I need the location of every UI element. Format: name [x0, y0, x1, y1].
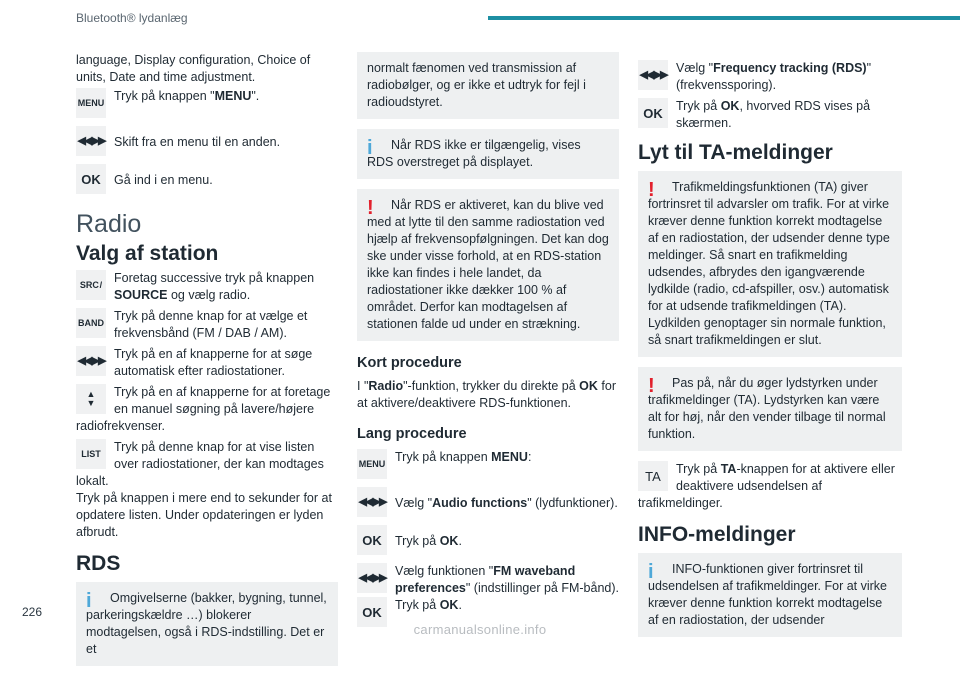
heading-info: INFO-meldinger — [638, 523, 796, 546]
heading-valg: Valg af station — [76, 242, 219, 265]
kort-text: I "Radio"-funktion, trykker du direkte på OK for at aktivere/deaktivere RDS-funktionen. — [357, 379, 616, 410]
watermark-footer: carmanualsonline.info — [413, 622, 547, 637]
heading-radio: Radio — [76, 210, 142, 238]
freq-row: ◀◀ ▶▶ Vælg "Frequency tracking (RDS)" (frekvenssporing). — [639, 61, 872, 92]
heading-rds: RDS — [76, 552, 121, 575]
column-2 — [357, 52, 619, 635]
source-row: SRC / Foretag successive tryk på knappen SOURCE og vælg radio. — [76, 270, 338, 304]
warning-icon: ! — [648, 375, 655, 397]
up-down-arrows-icon: ▲ ▼ — [76, 384, 106, 414]
band-row: BAND Tryk på denne knap for at vælge et frekvensbånd (FM / DAB / AM). — [78, 309, 308, 340]
column-3 — [638, 60, 902, 647]
info-box-2: i Når RDS ikke er tilgængelig, vises RDS overstreget på displayet. — [357, 129, 619, 179]
band-key-icon: BAND — [76, 308, 106, 338]
list-row: LIST Tryk på denne knap for at vise listen over radiostationer, der kan modtages lokalt. — [76, 440, 324, 488]
list-key-icon: LIST — [76, 439, 106, 469]
ok-key-icon: OK — [357, 597, 387, 627]
column-1 — [76, 52, 338, 676]
lang-arrows-row-2: ◀◀ ▶▶ Vælg funktionen "FM waveband preferences" (indstillinger på FM-bånd). — [358, 564, 619, 595]
left-right-arrows-icon: ◀◀ ▶▶ — [357, 563, 387, 593]
left-right-arrows-icon: ◀◀ ▶▶ — [638, 60, 668, 90]
warning-box-2: ! Trafikmeldingsfunktionen (TA) giver fortrinsret til advarsler om trafik. For at virke kræver denne funktion korrekt modtagelse af en radiostation, der udsender denne type meldinger. Så snart en trafikmelding udsendes, afbrydes den igangværende lydkilde (radio, cd-afspiller, osv.) automatisk for at udsende trafikmeldingen (TA). Lydkilden genoptager sin normale funktion, så snart trafikmeldingen er slut. — [638, 171, 902, 357]
warning-icon: ! — [648, 179, 655, 201]
ok-key-icon: OK — [638, 98, 668, 128]
intro-text: language, Display configuration, Choice of units, Date and time adjustment. — [76, 53, 311, 84]
warning-box-1: ! Når RDS er aktiveret, kan du blive ved med at lytte til den samme radiostation ved hjælp af frekvensopfølgningen. Det kan dog ske under visse forhold, at en RDS-station ikke kan findes i hele landet, da radiostationer ikke dækker 100 % af området. Derfor kan modtagelsen af stationen falde ud under en strækning. — [357, 189, 619, 341]
warning-icon: ! — [367, 197, 374, 219]
ok-row: OK Gå ind i en menu. — [76, 164, 338, 198]
heading-lang: Lang procedure — [357, 426, 467, 442]
source-key-icon: SRC / — [76, 270, 106, 300]
info-box-continued: normalt fænomen ved transmission af radiobølger, og er ikke et udtryk for fejl i radioudstyret. — [357, 52, 619, 119]
info-icon: i — [648, 561, 654, 583]
menu-row: MENU Tryk på knappen "MENU". — [76, 88, 338, 122]
heading-kort: Kort procedure — [357, 355, 462, 371]
header-title: Bluetooth® lydanlæg — [76, 11, 188, 25]
seek-row: ◀◀ ▶▶ Tryk på en af knapperne for at søge automatisk efter radiostationer. — [77, 347, 313, 378]
ta-row: TA Tryk på TA-knappen for at aktivere eller deaktivere udsendelsen af trafikmeldinger. — [638, 462, 895, 510]
arrows-row: ◀◀ ▶▶ Skift fra en menu til en anden. — [76, 126, 338, 160]
header-bar — [488, 16, 960, 20]
lang-ok-row-2: OK Tryk på OK. — [357, 597, 619, 631]
warning-box-3: ! Pas på, når du øger lydstyrken under trafikmeldinger (TA). Lydstyrken kan være alt for høj, når den vender tilbage til normal funktion. — [638, 367, 902, 451]
ta-key-icon: TA — [638, 461, 668, 491]
heading-ta: Lyt til TA-meldinger — [638, 141, 833, 164]
info-box-1: i Omgivelserne (bakker, bygning, tunnel, parkeringskældre …) blokerer modtagelsen, også i RDS-indstilling. Det er et — [76, 582, 338, 666]
lang-ok-row: OK Tryk på OK. — [357, 525, 619, 559]
freq-ok-row: OK Tryk på OK, hvorved RDS vises på skærmen. — [638, 98, 902, 132]
page-number: 226 — [22, 605, 43, 619]
lang-menu-row: MENU Tryk på knappen MENU: — [357, 449, 619, 483]
seek-arrows-icon: ◀◀ ▶▶ — [76, 346, 106, 376]
info-icon: i — [86, 590, 92, 612]
left-right-arrows-icon: ◀◀ ▶▶ — [357, 487, 387, 517]
updown-row: ▲ ▼ Tryk på en af knapperne for at foretage en manuel søgning på lavere/højere radiofrekvenser. — [76, 385, 331, 433]
left-right-arrows-icon: ◀◀ ▶▶ — [76, 126, 106, 156]
list-update-text: Tryk på knappen i mere end to sekunder for at opdatere listen. Under opdateringen er lyden afbrudt. — [76, 491, 332, 539]
info-box-3: i INFO-funktionen giver fortrinsret til udsendelsen af trafikmeldinger. For at virke kræver denne funktion korrekt modtagelse af en radiostation, der udsender — [638, 553, 902, 637]
menu-key-icon: MENU — [357, 449, 387, 479]
info-icon: i — [367, 137, 373, 159]
menu-key-icon: MENU — [76, 88, 106, 118]
ok-key-icon: OK — [357, 525, 387, 555]
lang-arrows-row: ◀◀ ▶▶ Vælg "Audio functions" (lydfunktioner). — [357, 487, 619, 521]
ok-key-icon: OK — [76, 164, 106, 194]
